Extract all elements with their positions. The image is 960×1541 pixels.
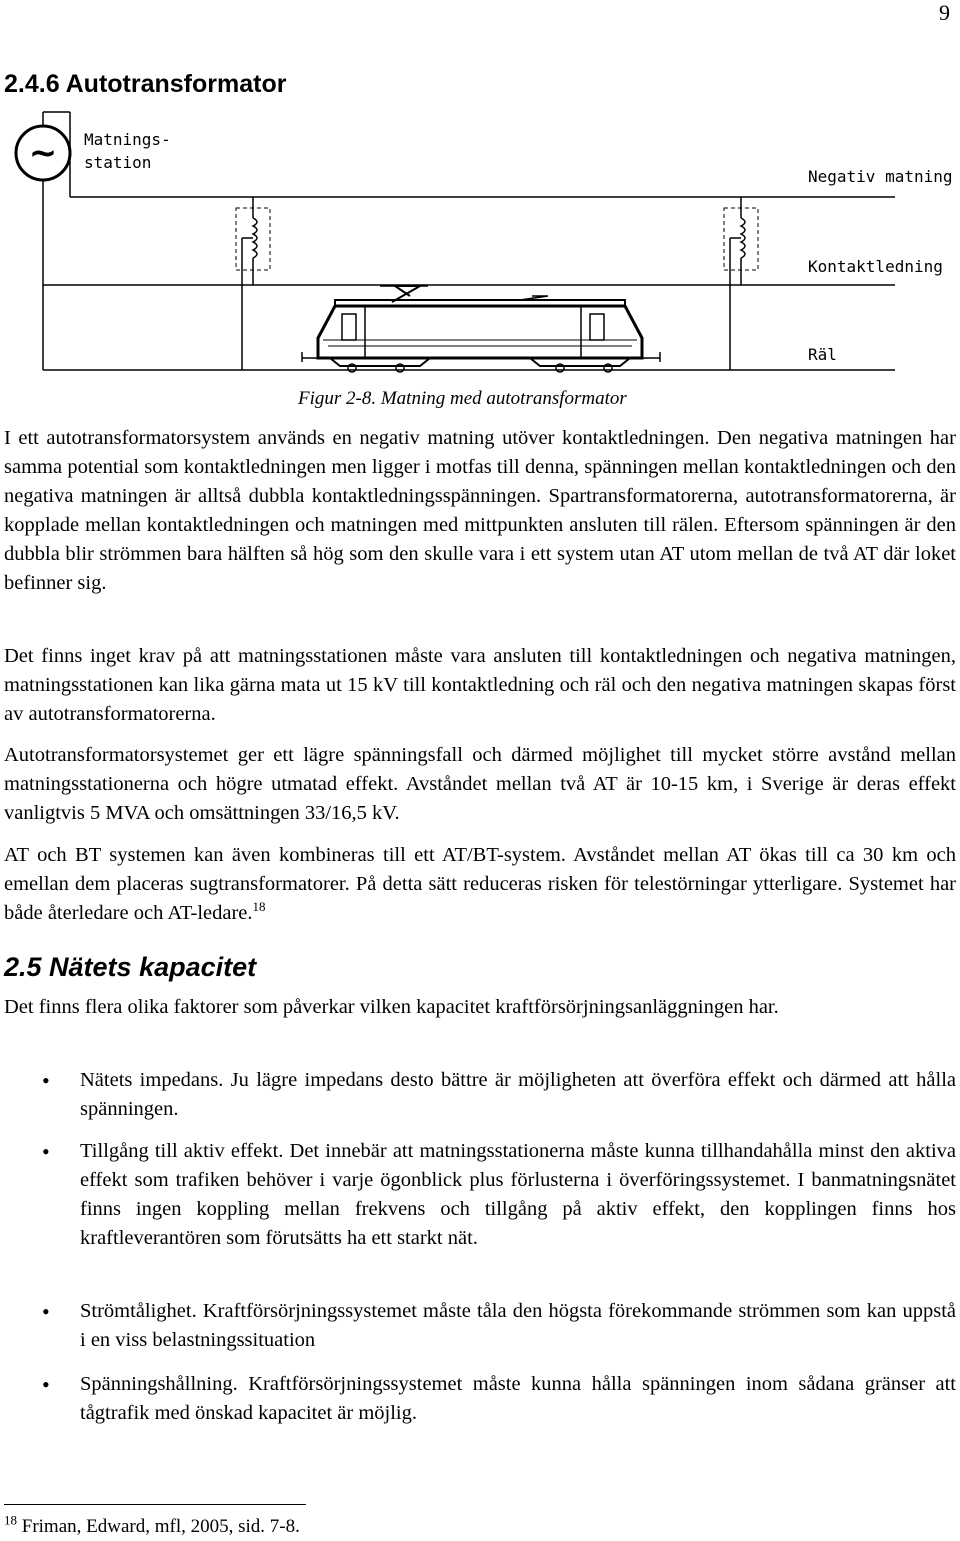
paragraph-4 <box>4 841 956 928</box>
station-label-2: station <box>84 153 152 172</box>
bullet-text: Spänningshållning. Kraftförsörjningssystemet måste kunna hålla spänningen inom sådana gränser att tågtrafik med önskad kapacitet är möjlig. <box>80 1373 956 1424</box>
footnote-ref[interactable]: 18 <box>252 899 266 915</box>
section2-heading: 2.5 Nätets kapacitet <box>4 952 257 982</box>
paragraph-4-text: AT och BT systemen kan även kombineras till ett AT/BT-system. Avståndet mellan AT ökas till ca 30 km och emellan dem placeras sugtransformatorer. På detta sätt reduceras risken för telestörningar ytterligare. Systemet har både återledare och AT-ledare. <box>4 844 956 924</box>
bullet-marker: • <box>42 1299 50 1324</box>
paragraph-2: Det finns inget krav på att matningsstationen måste vara ansluten till kontaktledningen och negativa matningen, matningsstationen kan lika gärna mata ut 15 kV till kontaktledning och räl och den negativa matningen skapas först av autotransformatorerna. <box>4 645 956 725</box>
source-tilde: ~ <box>28 133 58 173</box>
footnote-divider <box>4 1504 306 1505</box>
footnote-number: 18 <box>4 1512 17 1528</box>
bullet-text: Nätets impedans. Ju lägre impedans desto bättre är möjligheten att överföra effekt och därmed att hålla spänningen. <box>80 1069 956 1120</box>
section-heading: 2.4.6 Autotransformator <box>4 70 287 98</box>
bullet-text: Strömtålighet. Kraftförsörjningssystemet måste tåla den högsta förekommande strömmen som kan uppstå i en viss belastningssituation <box>80 1300 956 1351</box>
bullet-marker: • <box>42 1139 50 1164</box>
footnote <box>4 1512 300 1538</box>
autotransformer-1 <box>236 197 270 370</box>
paragraph-1: I ett autotransformatorsystem används en negativ matning utöver kontaktledningen. Den negativa matningen har samma potential som kontaktledningen men ligger i motfas till denna, spänningen mellan kontaktledningen och den negativa matningen är alltså dubbla kontaktledningsspänningen. Spartransformatorerna, autotransformatorerna, är kopplade mellan kontaktledningen och matningen med mittpunkten ansluten till rälen. Eftersom spänningen är den dubbla blir strömmen bara hälften så hög som den skulle vara i ett system utan AT utom mellan de två AT där loket befinner sig. <box>4 427 956 594</box>
bullet-text: Tillgång till aktiv effekt. Det innebär att matningsstationerna måste kunna tillhandahålla minst den aktiva effekt som trafiken behöver i varje ögonblick plus förlusterna i överföringssystemet. I banmatningsnätet finns ingen koppling mellan frekvens och tillgång på aktiv effekt, den kopplingen finns hos kraftleverantören som förutsätts ha ett starkt nät. <box>80 1140 956 1249</box>
paragraph-3: Autotransformatorsystemet ger ett lägre spänningsfall och därmed möjlighet till mycket större avstånd mellan matningsstationerna och högre utmatad effekt. Avståndet mellan två AT är 10-15 km, i Sverige är deras effekt vanligtvis 5 MVA och omsättningen 33/16,5 kV. <box>4 744 956 824</box>
figure-caption: Figur 2-8. Matning med autotransformator <box>298 388 627 409</box>
contact-line-label: Kontaktledning <box>808 257 943 276</box>
section2-intro: Det finns flera olika faktorer som påverkar vilken kapacitet kraftförsörjningsanläggningen har. <box>4 996 779 1018</box>
autotransformer-diagram <box>0 100 960 390</box>
footnote-text: Friman, Edward, mfl, 2005, sid. 7-8. <box>21 1516 300 1537</box>
bullet-marker: • <box>42 1372 50 1397</box>
rail-label: Räl <box>808 345 837 364</box>
source-symbol <box>16 126 70 180</box>
page-number: 9 <box>939 0 950 25</box>
bullet-marker: • <box>42 1068 50 1093</box>
locomotive-icon <box>302 286 660 372</box>
autotransformer-2 <box>724 197 758 370</box>
station-label-1: Matnings- <box>84 130 171 149</box>
negative-feeder-label: Negativ matning <box>808 167 953 186</box>
